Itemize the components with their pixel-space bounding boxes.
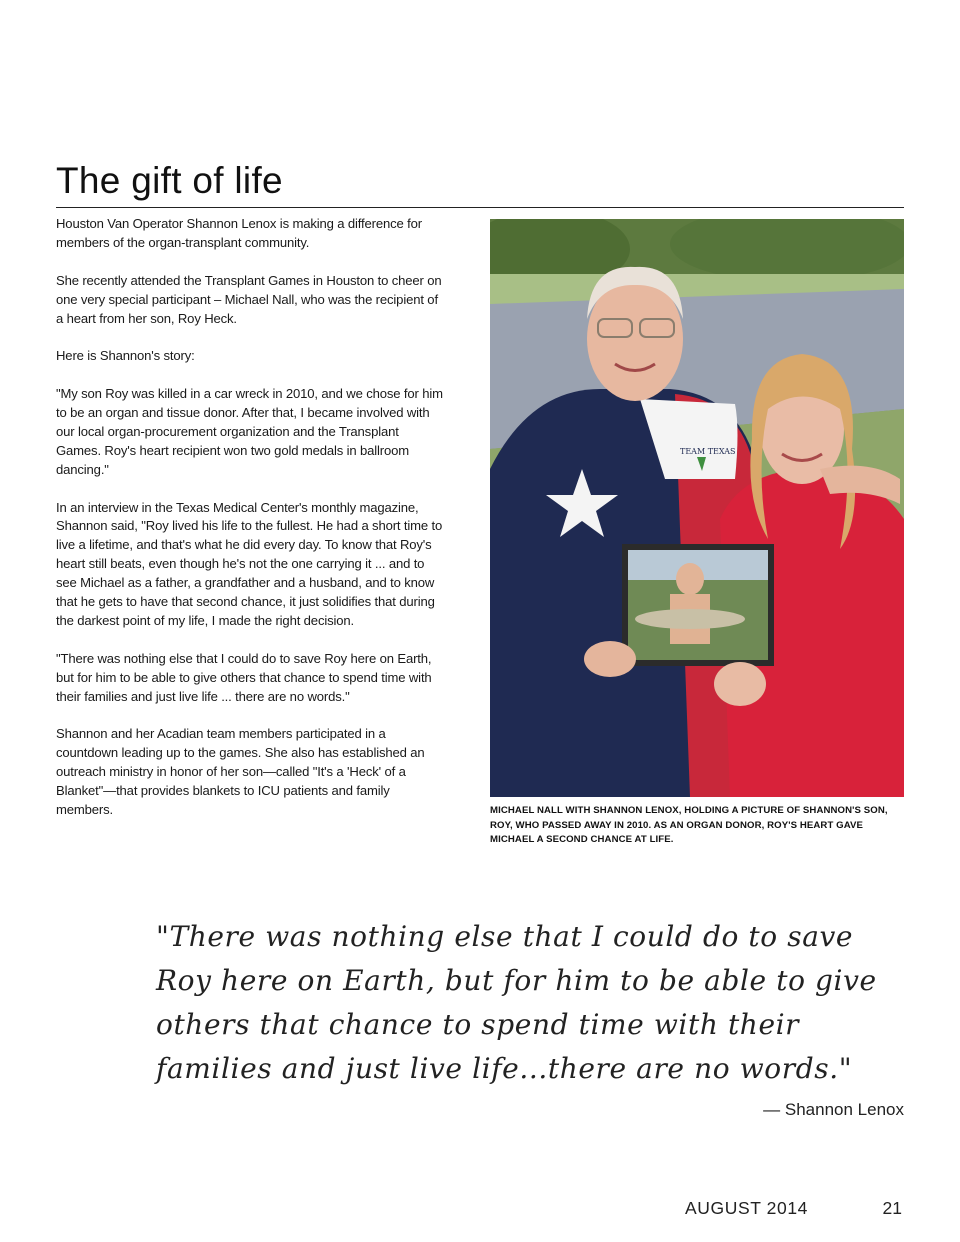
body-paragraph: "My son Roy was killed in a car wreck in 2010, and we chose for him to be an organ and tissue donor. After that, I became involved with our local organ-procurement organization and the Transplant Games. Roy's heart recipient won two gold medals in ballroom dancing." <box>56 386 443 477</box>
body-paragraph: She recently attended the Transplant Games in Houston to cheer on one very special participant – Michael Nall, who was the recipient of a heart from her son, Roy Heck. <box>56 272 442 326</box>
article-body <box>56 215 444 839</box>
body-paragraph: Houston Van Operator Shannon Lenox is making a difference for members of the organ-transplant community. <box>56 216 422 250</box>
body-paragraph: Here is Shannon's story: <box>56 348 195 364</box>
body-paragraph: "There was nothing else that I could do to save Roy here on Earth, but for him to be able to give others that chance to spend time with their families and just live life ... there are no words." <box>56 650 432 704</box>
article-title: The gift of life <box>56 160 283 201</box>
footer-date: AUGUST 2014 <box>685 1198 808 1218</box>
title-divider <box>56 207 904 208</box>
page-number: 21 <box>882 1198 902 1218</box>
body-paragraph: Shannon and her Acadian team members participated in a countdown leading up to the games. She also has established an outreach ministry in honor of her son—called "It's a 'Heck' of a Blanket"—that provides blankets to ICU patients and family members. <box>56 726 425 817</box>
photo-caption: MICHAEL NALL WITH SHANNON LENOX, HOLDING A PICTURE OF SHANNON'S SON, ROY, WHO PASSED AWAY IN 2010. AS AN ORGAN DONOR, ROY'S HEART GAVE MICHAEL A SECOND CHANCE AT LIFE. <box>490 805 888 846</box>
pull-quote: "There was nothing else that I could do to save Roy here on Earth, but for him to be able to give others that chance to spend time with their families and just live life...there are no words." <box>156 920 877 1085</box>
shirt-text: TEAM TEXAS <box>680 447 736 456</box>
article-photo <box>490 219 904 797</box>
body-paragraph: In an interview in the Texas Medical Center's monthly magazine, Shannon said, "Roy lived his life to the fullest. He had a short time to live a lifetime, and that's what he did every day. To know that Roy's heart still beats, even though he's not the one carrying it ... and to see Michael as a father, a grandfather and a husband, and to know that he gets to have that second chance, it just solidifies that during the darkest point of my life, I made the right decision. <box>56 499 443 628</box>
quote-attribution: — Shannon Lenox <box>763 1100 904 1119</box>
